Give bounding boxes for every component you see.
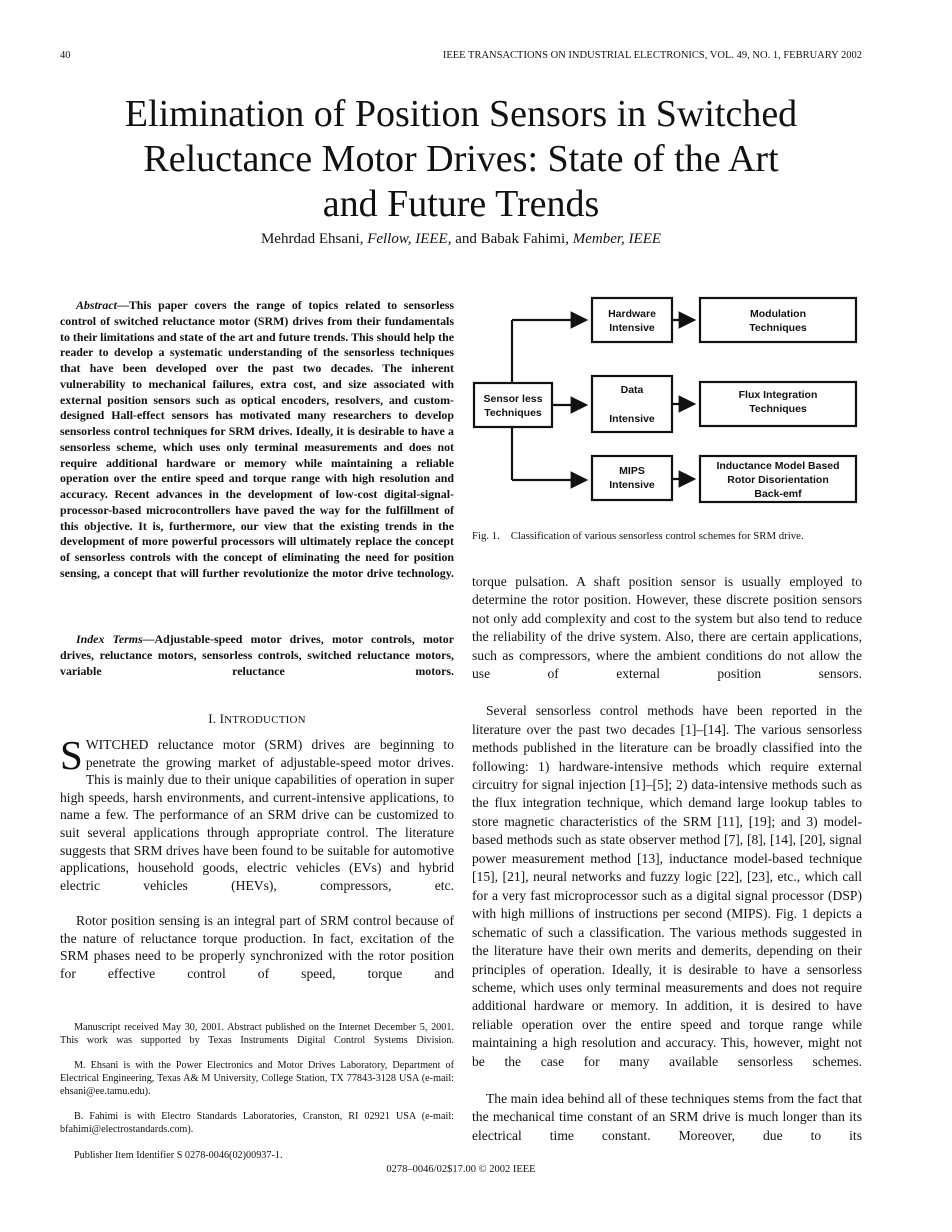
index-terms-text: —Adjustable-speed motor drives, motor controls, motor drives, reluctance motors, sensorless controls, switched reluctance motors, variable reluctance motors. <box>60 632 454 678</box>
flux-label-2: Techniques <box>749 403 807 415</box>
author-conjunction: and <box>455 231 477 247</box>
root-label-1: Sensor less <box>483 393 543 405</box>
ind-label-3: Back-emf <box>754 488 802 500</box>
ind-label-2: Rotor Disorientation <box>727 474 829 486</box>
page-number: 40 <box>60 50 71 61</box>
footnote-manuscript: Manuscript received May 30, 2001. Abstract published on the Internet December 5, 2001. This work was supported by Texas Instruments Digital Control Systems Division. <box>60 1022 454 1046</box>
intro-paragraph-1 <box>60 732 454 912</box>
title-line-1: Elimination of Position Sensors in Switched <box>124 93 798 135</box>
running-header: IEEE TRANSACTIONS ON INDUSTRIAL ELECTRONICS, VOL. 49, NO. 1, FEBRUARY 2002 <box>442 50 862 61</box>
paper-title <box>60 92 862 227</box>
sensorless-techniques-box <box>474 383 552 427</box>
footnote-author-1: M. Ehsani is with the Power Electronics and Motor Drives Laboratory, Department of Electrical Engineering, Texas A& M University, College Station, TX 77843-3128 USA (e-mail: ehsani@ee.tamu.edu). <box>60 1060 454 1097</box>
root-label-2: Techniques <box>484 407 542 419</box>
author-2-role: Member, IEEE <box>572 231 662 247</box>
modulation-techniques-box <box>700 298 856 342</box>
section-number: I. <box>208 711 217 726</box>
drop-cap: S <box>60 732 83 778</box>
right-paragraph-1: torque pulsation. A shaft position sensor is usually employed to determine the rotor position. However, these discrete position sensors not only add complexity and cost to the system but also tend to reduce the reliability of the drive system. Also, there are certain applications, such as compressors, where the ambient conditions do not allow the use of external position sensors. <box>472 574 862 682</box>
author-2-name: Babak Fahimi <box>480 231 566 247</box>
hw-label-2: Intensive <box>609 322 655 334</box>
footnotes <box>60 1022 454 1162</box>
flux-label-1: Flux Integration <box>738 389 818 401</box>
mod-label-1: Modulation <box>750 308 806 320</box>
figure-caption: Fig. 1. Classification of various sensorless control schemes for SRM drive. <box>472 530 804 542</box>
index-terms-label: Index Terms <box>76 632 143 646</box>
mod-label-2: Techniques <box>749 322 807 334</box>
intro-paragraph-1-text: WITCHED reluctance motor (SRM) drives are beginning to penetrate the growing market of adjustable-speed motor drives. This is mainly due to their unique capabilities of operation in super high speeds, harsh environments, and current-intensive applications, to name a few. The performance of an SRM drive can be customized to suit several applications through appropriate control. The literature suggests that SRM drives have been found to be suitable for automotive applications, household goods, electric vehicles (EVs) and hybrid electric vehicles (HEVs), compressors, etc. <box>60 737 454 893</box>
author-1-role: Fellow, IEEE, <box>367 231 452 247</box>
section-title-initial: I <box>219 711 225 726</box>
section-heading <box>60 711 454 727</box>
right-paragraph-3: The main idea behind all of these techniques stems from the fact that the mechanical time constant of an SRM drive is much longer than its electrical time constant. Moreover, due to its <box>472 1090 862 1143</box>
right-paragraph-2: Several sensorless control methods have been reported in the literature over the past two decades [1]–[14]. The various sensorless methods published in the literature can be broadly classified into the following: 1) hardware-intensive methods which require external circuitry for signal injection [1]–[5]; 2) data-intensive methods such as the flux integration technique, which demand large lookup tables to store magnetic characteristics of the SRM [11], [19]; and 3) model-based methods such as state observer method [7], [8], [14], [20], signal power measurement method [13], inductance model-based technique [15], [21], neural networks and fuzzy logic [22], [23], etc., which call for a very fast microprocessor such as a digital signal processor (DSP) with high millions of instructions per second (MIPS). Fig. 1 depicts a schematic of such a classification. The various methods suggested in the literature have their own merits and demerits, depending on their principles of operation. Ideally, it is desirable to have a sensorless scheme, which uses only terminal measurements and does not require additional hardware or memory. In addition, it is desired to have reliable operation over the entire speed and torque range while maintaining a high resolution and accuracy. This, however, might not be the case for many available sensorless schemes. <box>472 703 862 1069</box>
mips-label-1: MIPS <box>619 465 645 477</box>
abstract <box>60 298 454 597</box>
mips-label-2: Intensive <box>609 479 655 491</box>
data-label-2: Intensive <box>609 413 655 425</box>
copyright-footer: 0278–0046/02$17.00 © 2002 IEEE <box>386 1164 536 1175</box>
mips-intensive-box <box>592 456 672 500</box>
title-line-3: and Future Trends <box>322 183 600 225</box>
classification-diagram <box>472 288 862 512</box>
abstract-label: Abstract <box>76 298 117 312</box>
data-label-1: Data <box>620 384 644 396</box>
author-1-name: Mehrdad Ehsani <box>260 231 360 247</box>
hw-label-1: Hardware <box>608 308 656 320</box>
author-line: Mehrdad Ehsani, Fellow, IEEE, and Babak Fahimi, Member, IEEE <box>260 231 662 247</box>
footnote-author-2: B. Fahimi is with Electro Standards Laboratories, Cranston, RI 02921 USA (e-mail: bfahimi@electrostandards.com). <box>60 1111 454 1135</box>
ind-label-1: Inductance Model Based <box>716 460 840 472</box>
footnote-publisher-id: Publisher Item Identifier S 0278-0046(02)00937-1. <box>74 1149 283 1161</box>
title-line-2: Reluctance Motor Drives: State of the Art <box>143 138 779 180</box>
hardware-intensive-box <box>592 298 672 342</box>
introduction-text <box>60 732 454 1000</box>
index-terms <box>60 632 454 695</box>
right-column-text <box>472 573 862 1164</box>
intro-paragraph-2: Rotor position sensing is an integral part of SRM control because of the nature of reluctance torque production. In fact, excitation of the SRM phases need to be properly synchronized with the rotor position for effective control of speed, torque and <box>60 912 454 981</box>
section-title-rest: NTRODUCTION <box>224 714 306 726</box>
abstract-text: —This paper covers the range of topics related to sensorless control of switched reluctance motor (SRM) drives from their fundamentals to their limitations and state of the art and future trends. This should help the reader to develop a systematic understanding of the sensorless techniques that have been developed over the past two decades. The inherent vulnerability to mechanical failures, extra cost, and size associated with external position sensors such as optical encoders, resolvers, and custom-designed Hall-effect sensors has motivated many researchers to develop sensorless control techniques for SRM drives. Ideally, it is desirable to have a sensorless scheme, which uses only terminal measurements and does not require additional hardware or memory while maintaining a reliable operation over the entire speed and torque range with high resolution and accuracy. Recent advances in the development of low-cost digital-signal-processor-based microcontrollers have paved the way for the fulfillment of this objective. It is, furthermore, our view that the existing trends in the development of more powerful processors will ultimately replace the concept of sensorless controls with the concept of eliminating the need for position sensing, a concept that will further revolutionize the motor drive technology. <box>60 298 454 580</box>
